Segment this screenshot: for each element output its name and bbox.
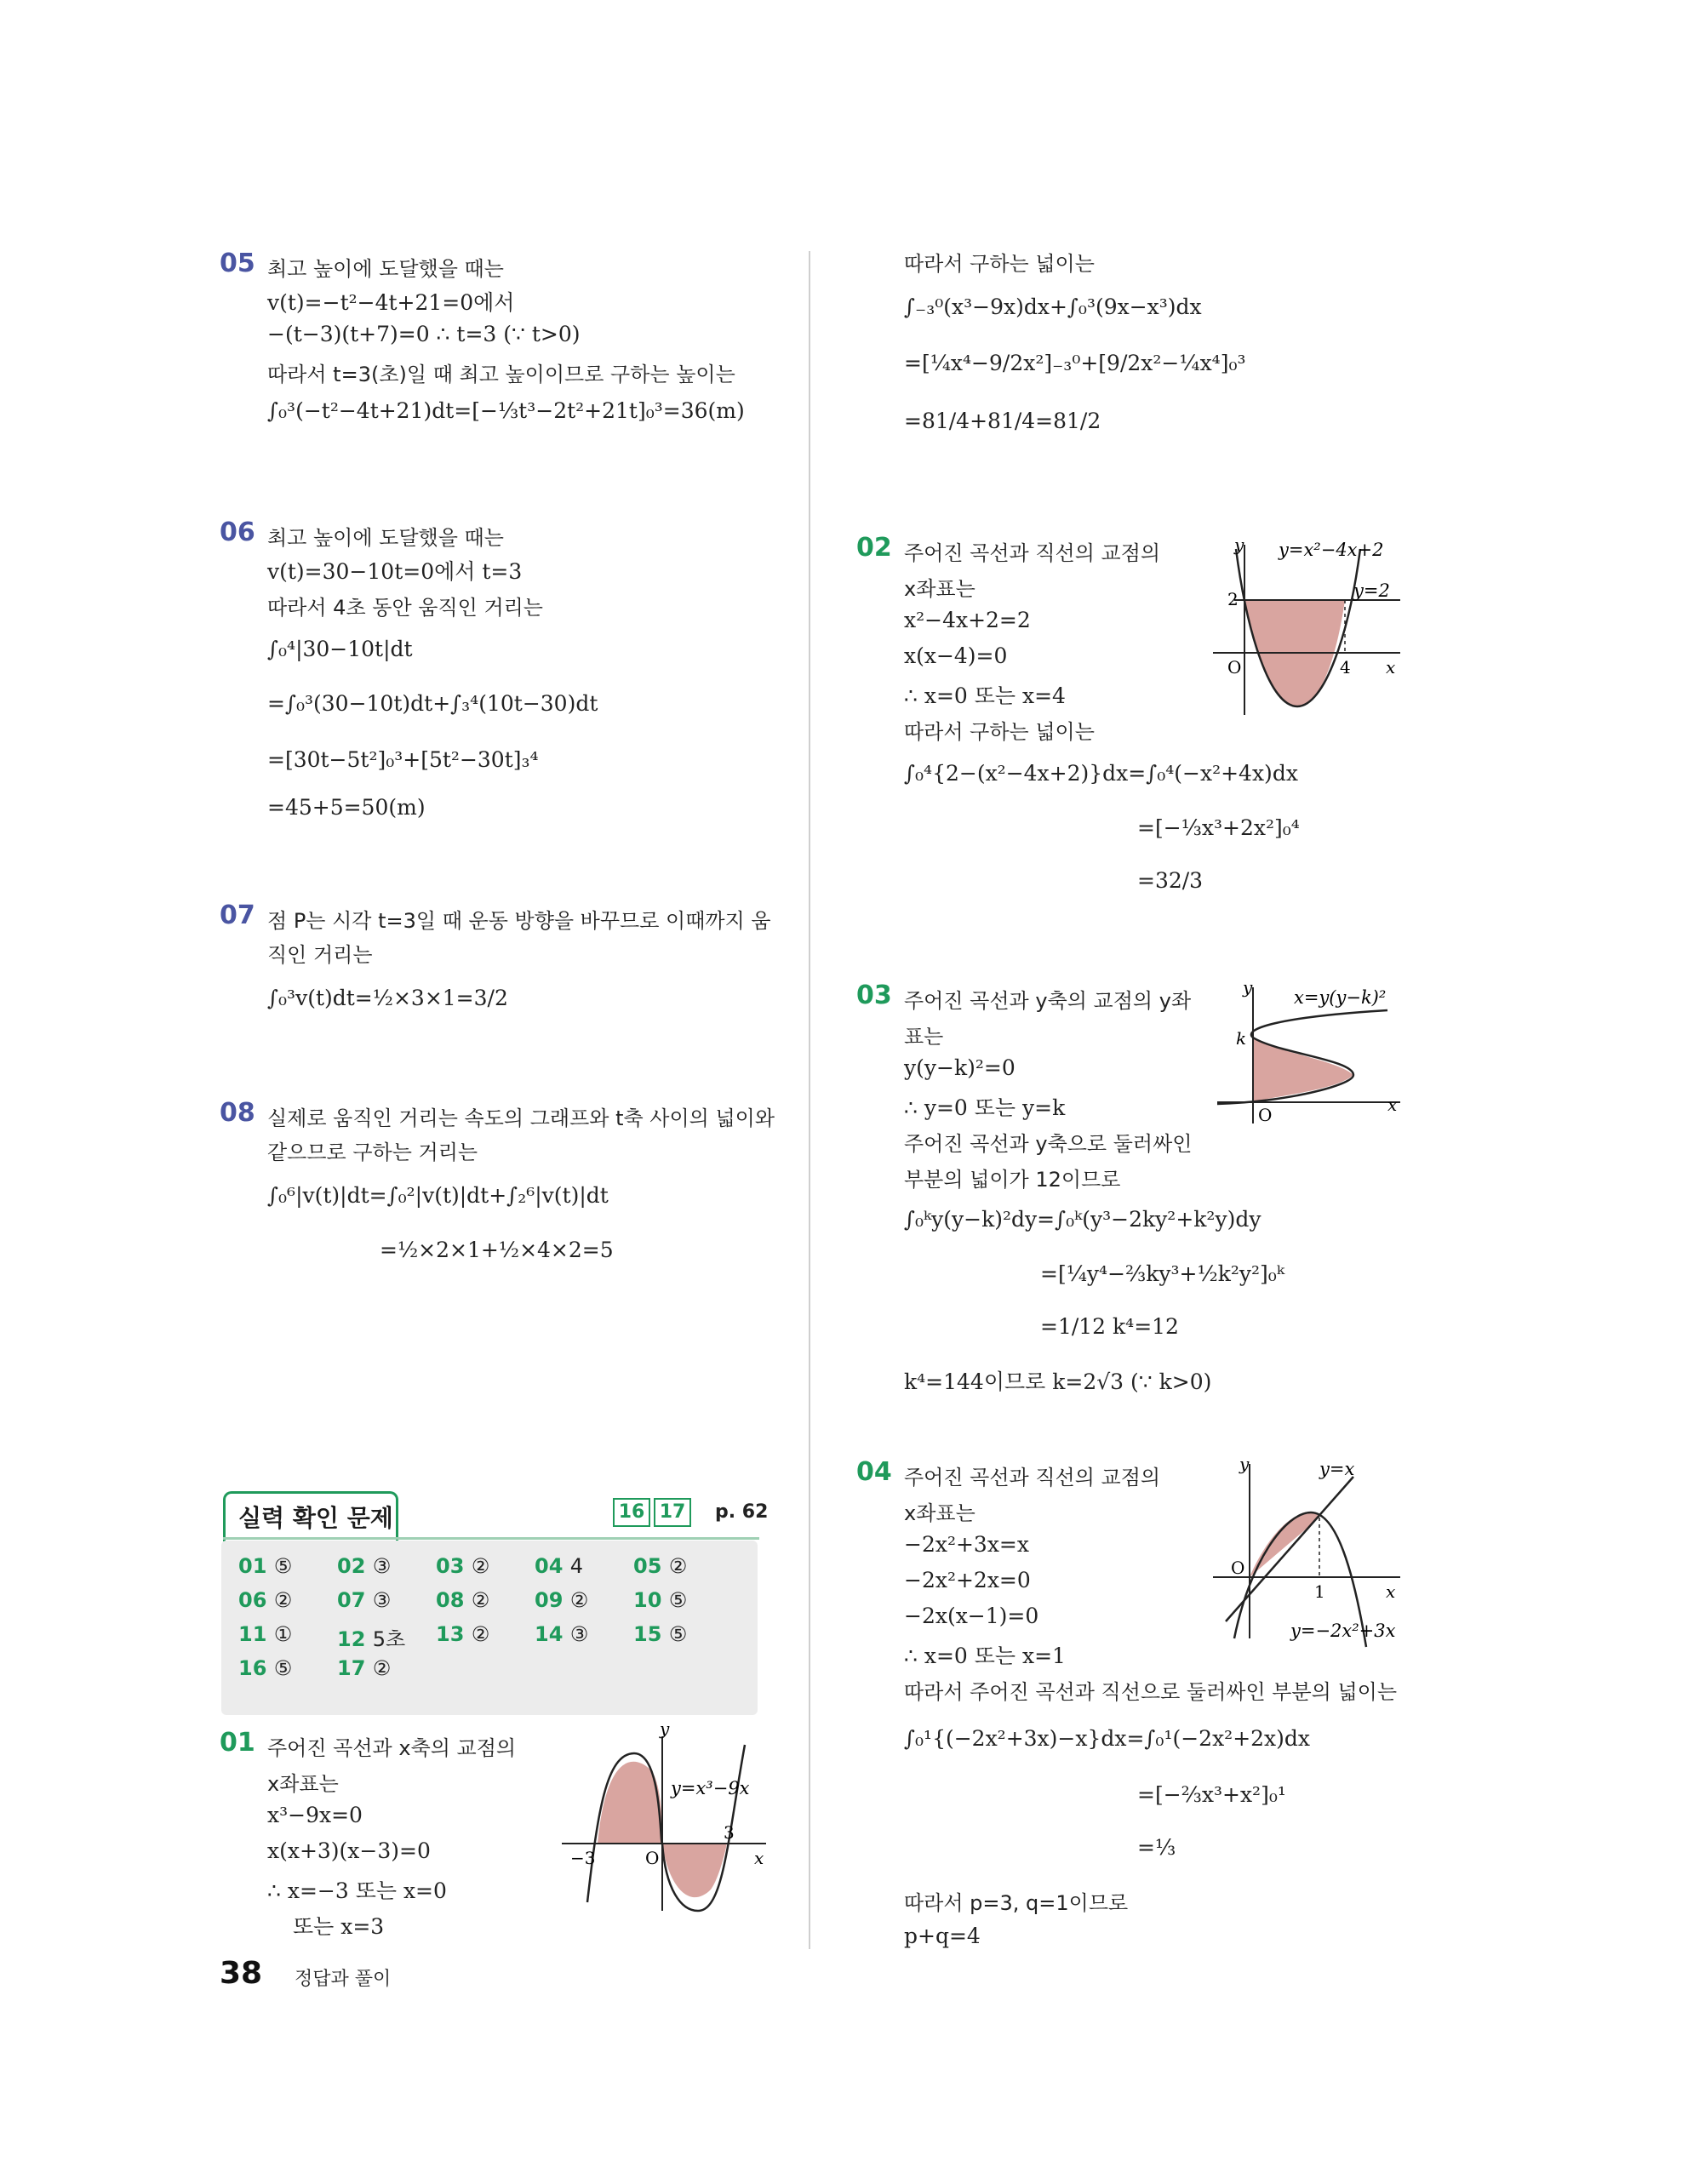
footer-label: 정답과 풀이 [295,1969,392,1990]
q02-line: x(x−4)=0 [904,643,1008,668]
p07-line: 점 P는 시각 t=3일 때 운동 방향을 바꾸므로 이때까지 움 [267,909,771,933]
answer-item: 12 5초 [337,1627,406,1651]
x-label: x [1386,657,1396,677]
curve-equation: x=y(y−k)² [1294,987,1387,1008]
answer-item: 09 ② [535,1588,589,1612]
curve-equation: y=x²−4x+2 [1279,540,1384,560]
p07-line: ∫₀³v(t)dt=½×3×1=3/2 [267,986,508,1010]
q03-line: k⁴=144이므로 k=2√3 (∵ k>0) [904,1369,1212,1394]
answer-item: 05 ② [633,1554,688,1578]
y-label: y [1239,1454,1250,1474]
q04-line: ∫₀¹{(−2x²+3x)−x}dx=∫₀¹(−2x²+2x)dx [904,1726,1311,1751]
x-label: x [754,1848,764,1868]
graph-02 [1209,532,1490,728]
answer-item: 08 ② [436,1588,490,1612]
p05-line: ∫₀³(−t²−4t+21)dt=[−⅓t³−2t²+21t]₀³=36(m) [267,398,745,423]
answer-item: 15 ⑤ [633,1622,688,1646]
curve-equation: y=x³−9x [671,1778,750,1798]
p05-line: v(t)=−t²−4t+21=0에서 [267,290,515,315]
q01-cont-line: =81/4+81/4=81/2 [904,409,1101,433]
q03-line: =1/12 k⁴=12 [1040,1314,1179,1339]
graph-04 [1209,1451,1490,1655]
q03-line: 주어진 곡선과 y축으로 둘러싸인 [904,1132,1193,1156]
q03-line: ∴ y=0 또는 y=k [904,1095,1066,1120]
q04-line: =⅓ [1137,1835,1176,1860]
p08-line: ∫₀⁶|v(t)|dt=∫₀²|v(t)|dt+∫₂⁶|v(t)|dt [267,1183,609,1208]
q02-line: =32/3 [1137,868,1204,893]
origin-label: O [1258,1105,1273,1125]
answer-item: 03 ② [436,1554,490,1578]
answer-item: 14 ③ [535,1622,589,1646]
q04-line: 따라서 주어진 곡선과 직선으로 둘러싸인 부분의 넓이는 [904,1680,1398,1704]
answer-item: 17 ② [337,1656,392,1680]
answer-item: 10 ⑤ [633,1588,688,1612]
p06-line: 최고 높이에 도달했을 때는 [267,526,504,550]
answer-item: 06 ② [238,1588,293,1612]
p08-line: 같으므로 구하는 거리는 [267,1141,478,1164]
q04-line: 주어진 곡선과 직선의 교점의 [904,1466,1161,1489]
q01-line: ∴ x=−3 또는 x=0 [267,1878,447,1903]
q04-line: p+q=4 [904,1924,981,1948]
answer-item: 11 ① [238,1622,293,1646]
problem-02-number: 02 [856,533,892,563]
q04-line: −2x(x−1)=0 [904,1604,1039,1628]
tick-label: k [1236,1028,1247,1049]
problem-03-number: 03 [856,981,892,1010]
q02-line: ∴ x=0 또는 x=4 [904,683,1066,708]
tick-label: 2 [1227,589,1239,609]
practice-page-ref: p. 62 [715,1501,769,1523]
x-label: x [1387,1095,1398,1115]
p05-line: 최고 높이에 도달했을 때는 [267,257,504,281]
p05-line: −(t−3)(t+7)=0 ∴ t=3 (∵ t>0) [267,322,581,346]
q03-line: 표는 [904,1025,944,1049]
line-label: y=x [1319,1459,1355,1479]
x-label: x [1386,1581,1396,1602]
p08-line: 실제로 움직인 거리는 속도의 그래프와 t축 사이의 넓이와 [267,1106,775,1130]
y-label: y [660,1719,670,1739]
practice-title: 실력 확인 문제 [238,1504,393,1532]
p06-line: ∫₀⁴|30−10t|dt [267,637,413,661]
q02-line: =[−⅓x³+2x²]₀⁴ [1137,815,1300,840]
practice-tag: 17 [654,1498,691,1527]
y-label: y [1234,535,1244,555]
q02-line: 따라서 구하는 넓이는 [904,720,1095,744]
practice-tag: 16 [613,1498,650,1527]
q01-cont-line: ∫₋₃⁰(x³−9x)dx+∫₀³(9x−x³)dx [904,294,1202,319]
q01-line: 주어진 곡선과 x축의 교점의 [267,1736,517,1760]
problem-04-number: 04 [856,1457,892,1487]
q02-line: 주어진 곡선과 직선의 교점의 [904,541,1161,565]
answer-item: 13 ② [436,1622,490,1646]
p06-line: =45+5=50(m) [267,795,426,820]
q04-line: x좌표는 [904,1501,975,1525]
q01-line: x³−9x=0 [267,1803,363,1827]
page-number: 38 [220,1956,263,1991]
q03-line: 부분의 넓이가 12이므로 [904,1168,1121,1192]
tick-label: 1 [1314,1581,1325,1602]
graph-03 [1209,975,1490,1128]
problem-01-number: 01 [220,1728,255,1758]
answer-item: 04 4 [535,1554,584,1578]
p06-line: =[30t−5t²]₀³+[5t²−30t]₃⁴ [267,747,539,772]
answer-item: 16 ⑤ [238,1656,293,1680]
answer-item: 01 ⑤ [238,1554,293,1578]
problem-05-number: 05 [220,249,255,278]
q04-line: −2x²+3x=x [904,1532,1029,1557]
q01-line: x(x+3)(x−3)=0 [267,1838,431,1863]
y-label: y [1243,977,1253,998]
q04-line: −2x²+2x=0 [904,1568,1031,1592]
q03-line: y(y−k)²=0 [904,1055,1015,1080]
graph-01 [553,1719,775,1915]
line-label: y=2 [1353,580,1390,601]
origin-label: O [1231,1558,1245,1578]
problem-06-number: 06 [220,517,255,547]
tick-label: 4 [1340,657,1351,677]
practice-divider [223,1537,759,1540]
q01-line: 또는 x=3 [293,1914,385,1939]
shaded-region [1253,1038,1353,1102]
tick-label: 3 [724,1822,735,1843]
p06-line: v(t)=30−10t=0에서 t=3 [267,559,523,584]
problem-08-number: 08 [220,1098,255,1128]
p06-line: 따라서 4초 동안 움직인 거리는 [267,596,543,620]
origin-label: O [645,1848,660,1868]
p05-line: 따라서 t=3(초)일 때 최고 높이이므로 구하는 높이는 [267,363,735,386]
q04-line: 따라서 p=3, q=1이므로 [904,1891,1129,1915]
q03-line: ∫₀ᵏy(y−k)²dy=∫₀ᵏ(y³−2ky²+k²y)dy [904,1207,1262,1232]
p06-line: =∫₀³(30−10t)dt+∫₃⁴(10t−30)dt [267,691,598,716]
q02-line: ∫₀⁴{2−(x²−4x+2)}dx=∫₀⁴(−x²+4x)dx [904,761,1298,786]
q04-line: =[−⅔x³+x²]₀¹ [1137,1782,1286,1807]
shaded-region [1250,1512,1319,1577]
column-divider [809,251,810,1949]
q01-line: x좌표는 [267,1772,339,1796]
origin-label: O [1227,657,1242,677]
q01-cont-line: 따라서 구하는 넓이는 [904,252,1095,276]
q03-line: 주어진 곡선과 y축의 교점의 y좌 [904,989,1192,1013]
p08-line: =½×2×1+½×4×2=5 [380,1238,614,1262]
p07-line: 직인 거리는 [267,943,373,967]
q03-line: =[¼y⁴−⅔ky³+½k²y²]₀ᵏ [1040,1261,1284,1286]
curve-equation: y=−2x²+3x [1290,1621,1396,1641]
problem-07-number: 07 [220,900,255,930]
answer-item: 02 ③ [337,1554,392,1578]
q02-line: x²−4x+2=2 [904,608,1031,632]
q04-line: ∴ x=0 또는 x=1 [904,1644,1066,1668]
q02-line: x좌표는 [904,577,975,601]
tick-label: −3 [570,1848,596,1868]
q01-cont-line: =[¼x⁴−9/2x²]₋₃⁰+[9/2x²−¼x⁴]₀³ [904,351,1246,375]
answer-item: 07 ③ [337,1588,392,1612]
